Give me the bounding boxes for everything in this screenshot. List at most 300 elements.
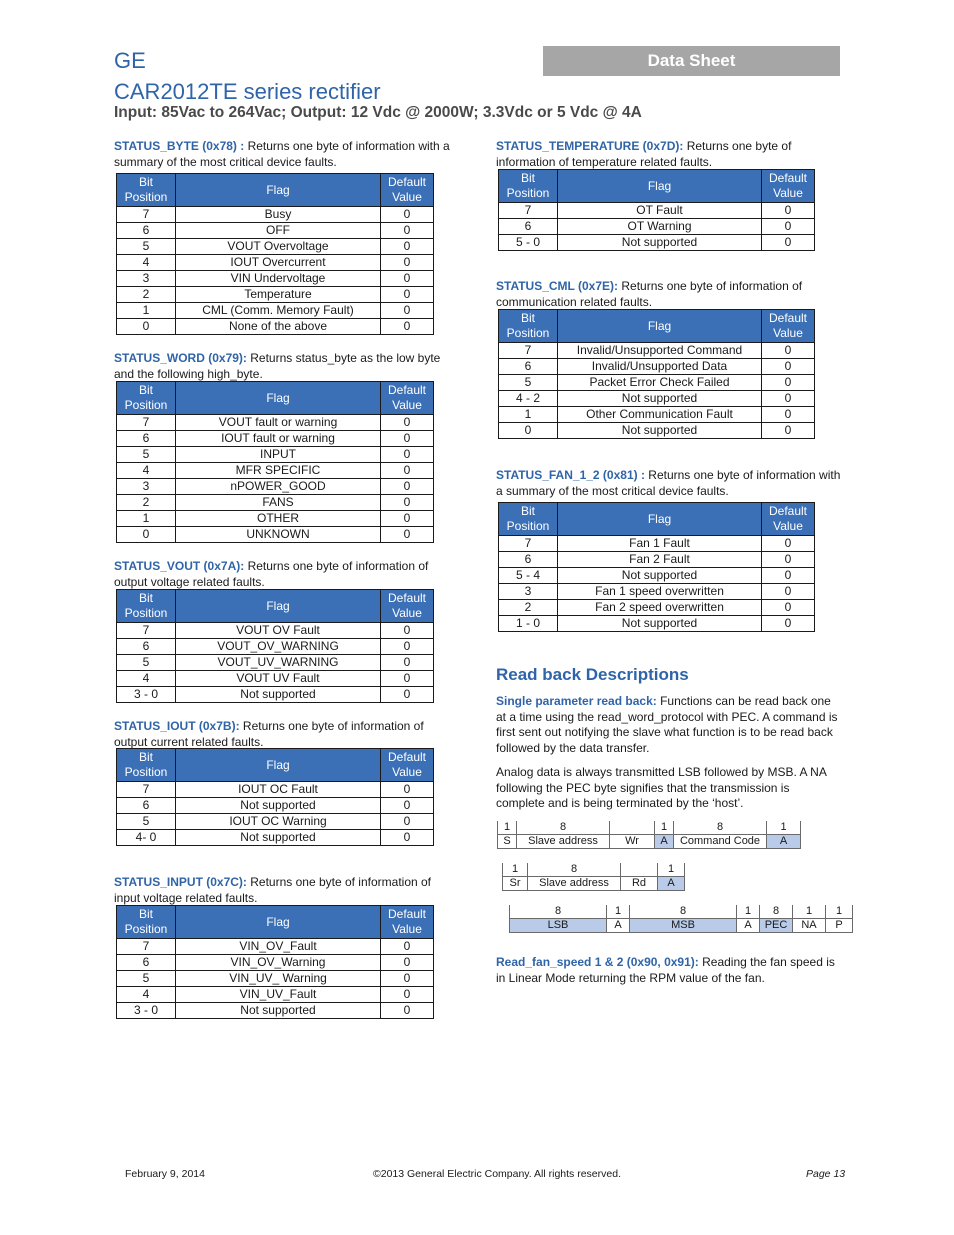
- flag-header: Flag: [176, 906, 381, 939]
- default-value-cell: 0: [762, 203, 815, 219]
- frame-field-cell: A: [767, 835, 801, 849]
- default-value-cell: 0: [762, 600, 815, 616]
- frame-field-cell: Rd: [621, 877, 658, 891]
- flag-cell: VIN Undervoltage: [176, 271, 381, 287]
- table-row: [117, 463, 434, 479]
- status-iout-intro: [114, 718, 459, 750]
- fan-speed-paragraph: [496, 955, 841, 986]
- table-row: [117, 287, 434, 303]
- default-value-cell: 0: [381, 971, 434, 987]
- frame-field-cell: S: [498, 835, 517, 849]
- paragraph-lead: Single parameter read back:: [496, 694, 657, 708]
- status-vout-intro: [114, 558, 459, 590]
- register-description: Returns one byte of information of output current related faults.: [114, 719, 424, 749]
- bit-position-cell: 7: [117, 939, 176, 955]
- default-value-header: Default Value: [381, 382, 434, 415]
- bit-count-cell: 8: [760, 905, 793, 919]
- frame-field-cell: A: [737, 919, 760, 933]
- table-row: [117, 655, 434, 671]
- bit-position-cell: 5: [499, 375, 558, 391]
- register-description: Returns one byte of information of temperature related faults.: [496, 139, 792, 169]
- table-row: [499, 359, 815, 375]
- flag-cell: Not supported: [176, 830, 381, 846]
- frame-field-cell: Command Code: [674, 835, 767, 849]
- bit-count-cell: 1: [737, 905, 760, 919]
- flag-cell: VIN_OV_Fault: [176, 939, 381, 955]
- flag-cell: OFF: [176, 223, 381, 239]
- register-description: Returns one byte of information with a summary of the most critical device faults.: [114, 139, 450, 169]
- flag-cell: Not supported: [558, 391, 762, 407]
- flag-cell: VOUT_UV_WARNING: [176, 655, 381, 671]
- table-row: [117, 798, 434, 814]
- default-value-cell: 0: [381, 782, 434, 798]
- table-row: [117, 431, 434, 447]
- flag-cell: CML (Comm. Memory Fault): [176, 303, 381, 319]
- table-row: [117, 239, 434, 255]
- paragraph-text: Functions can be read back one at a time using the read_word_protocol with PEC. A command is first sent out notifying the slave what function is to be read back followed by the data transfer.: [496, 694, 838, 755]
- default-value-cell: 0: [381, 687, 434, 703]
- table-row: [499, 375, 815, 391]
- default-value-cell: 0: [381, 319, 434, 335]
- default-value-cell: 0: [381, 479, 434, 495]
- default-value-cell: 0: [381, 939, 434, 955]
- register-name: STATUS_WORD (0x79):: [114, 351, 247, 365]
- bit-position-cell: 2: [117, 287, 176, 303]
- analog-data-paragraph: Analog data is always transmitted LSB followed by MSB. A NA following the PEC byte signifies that the transmission is complete and is being terminated by the ‘host’.: [496, 765, 827, 810]
- table-row: [117, 415, 434, 431]
- bit-position-cell: 4: [117, 987, 176, 1003]
- table-row: [117, 479, 434, 495]
- bit-count-cell: 8: [510, 905, 607, 919]
- status-word-intro: [114, 350, 459, 382]
- default-value-cell: 0: [381, 511, 434, 527]
- table-row: [117, 782, 434, 798]
- bit-count-cell: 1: [826, 905, 853, 919]
- read-frame-diagram: [502, 863, 685, 891]
- bit-position-cell: 1: [117, 511, 176, 527]
- default-value-cell: 0: [762, 343, 815, 359]
- bit-position-cell: 4- 0: [117, 830, 176, 846]
- flag-cell: Not supported: [176, 687, 381, 703]
- bit-count-cell: 1: [658, 863, 685, 877]
- flag-cell: INPUT: [176, 447, 381, 463]
- register-description: Returns status_byte as the low byte and the following high_byte.: [114, 351, 441, 381]
- bit-position-cell: 6: [499, 552, 558, 568]
- product-title: CAR2012TE series rectifier: [114, 79, 381, 104]
- table-row: [117, 830, 434, 846]
- frame-field-cell: Wr: [610, 835, 655, 849]
- default-value-cell: 0: [381, 287, 434, 303]
- flag-cell: VOUT UV Fault: [176, 671, 381, 687]
- flag-cell: Fan 1 speed overwritten: [558, 584, 762, 600]
- table-row: [499, 568, 815, 584]
- flag-header: Flag: [176, 382, 381, 415]
- default-value-cell: 0: [762, 407, 815, 423]
- flag-header: Flag: [176, 590, 381, 623]
- table-row: [499, 203, 815, 219]
- table-row: [117, 639, 434, 655]
- flag-cell: IOUT OC Warning: [176, 814, 381, 830]
- flag-header: Flag: [176, 749, 381, 782]
- bit-count-cell: 1: [503, 863, 528, 877]
- flag-cell: VOUT Overvoltage: [176, 239, 381, 255]
- table-row: [499, 423, 815, 439]
- flag-header: Flag: [558, 170, 762, 203]
- default-value-cell: 0: [381, 239, 434, 255]
- bit-position-cell: 5 - 4: [499, 568, 558, 584]
- table-row: [117, 814, 434, 830]
- table-row: [117, 223, 434, 239]
- frame-field-cell: PEC: [760, 919, 793, 933]
- bit-position-cell: 5 - 0: [499, 235, 558, 251]
- flag-cell: Fan 1 Fault: [558, 536, 762, 552]
- bit-count-row: [498, 821, 801, 835]
- status-fan-table: [498, 502, 815, 632]
- brand-logo-text: GE: [114, 48, 146, 73]
- flag-cell: Invalid/Unsupported Data: [558, 359, 762, 375]
- table-row: [117, 511, 434, 527]
- default-value-cell: 0: [381, 1003, 434, 1019]
- status-input-intro: [114, 874, 459, 906]
- flag-cell: Not supported: [558, 423, 762, 439]
- bit-position-cell: 7: [499, 343, 558, 359]
- register-name: STATUS_TEMPERATURE (0x7D):: [496, 139, 684, 153]
- default-value-header: Default Value: [381, 749, 434, 782]
- flag-cell: Not supported: [176, 798, 381, 814]
- status-iout-table: [116, 748, 434, 846]
- bit-position-cell: 2: [117, 495, 176, 511]
- frame-field-cell: A: [607, 919, 630, 933]
- footer-page-number: Page 13: [806, 1168, 846, 1180]
- bit-position-cell: 2: [499, 600, 558, 616]
- flag-cell: IOUT Overcurrent: [176, 255, 381, 271]
- frame-field-cell: NA: [793, 919, 826, 933]
- table-row: [499, 600, 815, 616]
- flag-cell: Busy: [176, 207, 381, 223]
- frame-field-cell: MSB: [630, 919, 737, 933]
- flag-cell: Not supported: [558, 616, 762, 632]
- default-value-cell: 0: [762, 359, 815, 375]
- default-value-cell: 0: [381, 463, 434, 479]
- register-name: STATUS_INPUT (0x7C):: [114, 875, 247, 889]
- table-row: [117, 447, 434, 463]
- table-row: [117, 687, 434, 703]
- bit-position-header: Bit Position: [117, 174, 176, 207]
- register-name: STATUS_CML (0x7E):: [496, 279, 619, 293]
- bit-position-cell: 6: [499, 359, 558, 375]
- default-value-cell: 0: [381, 447, 434, 463]
- bit-position-cell: 0: [117, 527, 176, 543]
- bit-count-cell: 8: [674, 821, 767, 835]
- bit-position-header: Bit Position: [117, 382, 176, 415]
- bit-count-cell: 8: [630, 905, 737, 919]
- default-value-header: Default Value: [762, 170, 815, 203]
- default-value-header: Default Value: [381, 590, 434, 623]
- flag-cell: None of the above: [176, 319, 381, 335]
- flag-cell: VIN_UV_Fault: [176, 987, 381, 1003]
- table-row: [117, 623, 434, 639]
- default-value-cell: 0: [381, 207, 434, 223]
- default-value-cell: 0: [381, 495, 434, 511]
- default-value-cell: 0: [762, 235, 815, 251]
- bit-position-cell: 5: [117, 655, 176, 671]
- flag-cell: VOUT OV Fault: [176, 623, 381, 639]
- status-temperature-table: [498, 169, 815, 251]
- table-row: [117, 207, 434, 223]
- frame-field-cell: A: [658, 877, 685, 891]
- flag-cell: Not supported: [558, 568, 762, 584]
- flag-cell: VOUT fault or warning: [176, 415, 381, 431]
- bit-position-cell: 0: [117, 319, 176, 335]
- table-header-row: [117, 906, 434, 939]
- default-value-header: Default Value: [381, 174, 434, 207]
- flag-cell: OT Fault: [558, 203, 762, 219]
- bit-position-cell: 6: [117, 639, 176, 655]
- bit-count-cell: 1: [655, 821, 674, 835]
- default-value-cell: 0: [381, 223, 434, 239]
- table-row: [499, 407, 815, 423]
- default-value-header: Default Value: [762, 310, 815, 343]
- register-name: STATUS_FAN_1_2 (0x81) :: [496, 468, 645, 482]
- flag-cell: OT Warning: [558, 219, 762, 235]
- table-row: [117, 671, 434, 687]
- bit-position-header: Bit Position: [117, 906, 176, 939]
- default-value-cell: 0: [381, 623, 434, 639]
- default-value-cell: 0: [381, 431, 434, 447]
- default-value-cell: 0: [381, 303, 434, 319]
- flag-cell: Fan 2 speed overwritten: [558, 600, 762, 616]
- default-value-cell: 0: [381, 955, 434, 971]
- bit-count-cell: [610, 821, 655, 835]
- register-description: Returns one byte of information of input voltage related faults.: [114, 875, 432, 905]
- default-value-cell: 0: [762, 375, 815, 391]
- footer-date: February 9, 2014: [125, 1168, 205, 1180]
- table-row: [117, 971, 434, 987]
- flag-cell: FANS: [176, 495, 381, 511]
- default-value-header: Default Value: [381, 906, 434, 939]
- default-value-cell: 0: [381, 271, 434, 287]
- table-row: [499, 219, 815, 235]
- bit-count-cell: [621, 863, 658, 877]
- bit-position-header: Bit Position: [117, 590, 176, 623]
- table-row: [499, 235, 815, 251]
- flag-cell: Fan 2 Fault: [558, 552, 762, 568]
- default-value-cell: 0: [381, 527, 434, 543]
- bit-position-cell: 5: [117, 814, 176, 830]
- read-back-heading: Read back Descriptions: [496, 665, 689, 684]
- bit-position-cell: 6: [117, 798, 176, 814]
- status-vout-table: [116, 589, 434, 703]
- bit-position-cell: 1: [499, 407, 558, 423]
- flag-cell: Not supported: [176, 1003, 381, 1019]
- status-fan-intro: [496, 467, 841, 499]
- bit-position-cell: 4 - 2: [499, 391, 558, 407]
- flag-cell: VOUT_OV_WARNING: [176, 639, 381, 655]
- default-value-cell: 0: [762, 536, 815, 552]
- flag-cell: Not supported: [558, 235, 762, 251]
- table-header-row: [117, 590, 434, 623]
- register-name: STATUS_VOUT (0x7A):: [114, 559, 245, 573]
- default-value-cell: 0: [381, 639, 434, 655]
- status-cml-table: [498, 309, 815, 439]
- register-description: Returns one byte of information with a summary of the most critical device faults.: [496, 468, 841, 498]
- default-value-cell: 0: [762, 219, 815, 235]
- frame-field-cell: A: [655, 835, 674, 849]
- default-value-cell: 0: [381, 987, 434, 1003]
- bit-position-cell: 7: [499, 203, 558, 219]
- product-spec-line: Input: 85Vac to 264Vac; Output: 12 Vdc @ 2000W; 3.3Vdc or 5 Vdc @ 4A: [114, 104, 642, 121]
- frame-field-cell: Slave address: [528, 877, 621, 891]
- table-row: [117, 939, 434, 955]
- register-description: Returns one byte of information of output voltage related faults.: [114, 559, 429, 589]
- table-row: [499, 552, 815, 568]
- table-header-row: [117, 174, 434, 207]
- bit-position-header: Bit Position: [499, 170, 558, 203]
- flag-cell: VIN_OV_Warning: [176, 955, 381, 971]
- flag-cell: Temperature: [176, 287, 381, 303]
- status-word-table: [116, 381, 434, 543]
- field-row: [503, 877, 685, 891]
- table-row: [117, 527, 434, 543]
- table-row: [117, 987, 434, 1003]
- table-row: [117, 255, 434, 271]
- table-header-row: [499, 310, 815, 343]
- bit-position-cell: 3 - 0: [117, 1003, 176, 1019]
- status-input-table: [116, 905, 434, 1019]
- bit-position-cell: 5: [117, 971, 176, 987]
- bit-position-cell: 7: [117, 782, 176, 798]
- status-temperature-intro: [496, 138, 831, 170]
- default-value-cell: 0: [762, 423, 815, 439]
- table-row: [499, 391, 815, 407]
- bit-count-cell: 8: [528, 863, 621, 877]
- table-row: [117, 271, 434, 287]
- default-value-cell: 0: [762, 584, 815, 600]
- bit-position-cell: 7: [117, 415, 176, 431]
- bit-count-cell: 1: [793, 905, 826, 919]
- bit-position-cell: 6: [117, 431, 176, 447]
- bit-count-row: [510, 905, 853, 919]
- flag-header: Flag: [558, 310, 762, 343]
- bit-count-cell: 1: [607, 905, 630, 919]
- field-row: [510, 919, 853, 933]
- table-header-row: [117, 382, 434, 415]
- bit-count-cell: 1: [767, 821, 801, 835]
- bit-position-header: Bit Position: [499, 310, 558, 343]
- bit-position-cell: 3 - 0: [117, 687, 176, 703]
- register-name: STATUS_BYTE (0x78) :: [114, 139, 245, 153]
- register-name: STATUS_IOUT (0x7B):: [114, 719, 240, 733]
- flag-cell: MFR SPECIFIC: [176, 463, 381, 479]
- bit-position-header: Bit Position: [117, 749, 176, 782]
- bit-position-cell: 6: [117, 223, 176, 239]
- table-row: [499, 536, 815, 552]
- bit-count-row: [503, 863, 685, 877]
- table-row: [117, 955, 434, 971]
- flag-cell: UNKNOWN: [176, 527, 381, 543]
- default-value-cell: 0: [762, 568, 815, 584]
- status-byte-intro: [114, 138, 459, 170]
- paragraph-lead: Read_fan_speed 1 & 2 (0x90, 0x91):: [496, 955, 699, 969]
- bit-position-cell: 1 - 0: [499, 616, 558, 632]
- flag-cell: Packet Error Check Failed: [558, 375, 762, 391]
- flag-cell: VIN_UV_ Warning: [176, 971, 381, 987]
- table-header-row: [499, 170, 815, 203]
- table-row: [117, 495, 434, 511]
- bit-position-cell: 7: [117, 207, 176, 223]
- bit-position-cell: 3: [117, 479, 176, 495]
- bit-position-cell: 7: [499, 536, 558, 552]
- default-value-cell: 0: [381, 798, 434, 814]
- default-value-cell: 0: [762, 616, 815, 632]
- bit-position-cell: 3: [499, 584, 558, 600]
- flag-header: Flag: [558, 503, 762, 536]
- frame-field-cell: P: [826, 919, 853, 933]
- table-header-row: [499, 503, 815, 536]
- footer-copyright: ©2013 General Electric Company. All rights reserved.: [373, 1168, 621, 1180]
- table-row: [117, 319, 434, 335]
- write-frame-diagram: [497, 821, 801, 849]
- bit-position-cell: 4: [117, 671, 176, 687]
- bit-position-header: Bit Position: [499, 503, 558, 536]
- data-frame-diagram: [509, 905, 853, 933]
- default-value-header: Default Value: [762, 503, 815, 536]
- flag-cell: nPOWER_GOOD: [176, 479, 381, 495]
- default-value-cell: 0: [381, 830, 434, 846]
- single-parameter-paragraph: [496, 694, 841, 756]
- table-row: [117, 303, 434, 319]
- default-value-cell: 0: [381, 415, 434, 431]
- data-sheet-banner: Data Sheet: [543, 46, 840, 76]
- flag-cell: IOUT OC Fault: [176, 782, 381, 798]
- bit-position-cell: 5: [117, 447, 176, 463]
- bit-position-cell: 4: [117, 255, 176, 271]
- default-value-cell: 0: [381, 671, 434, 687]
- frame-field-cell: Sr: [503, 877, 528, 891]
- table-row: [499, 616, 815, 632]
- bit-position-cell: 1: [117, 303, 176, 319]
- table-row: [117, 1003, 434, 1019]
- table-header-row: [117, 749, 434, 782]
- flag-cell: OTHER: [176, 511, 381, 527]
- default-value-cell: 0: [381, 814, 434, 830]
- status-cml-intro: [496, 278, 831, 310]
- flag-cell: Other Communication Fault: [558, 407, 762, 423]
- bit-position-cell: 6: [499, 219, 558, 235]
- paragraph-text: Reading the fan speed is in Linear Mode returning the RPM value of the fan.: [496, 955, 835, 985]
- default-value-cell: 0: [762, 552, 815, 568]
- default-value-cell: 0: [762, 391, 815, 407]
- status-byte-table: [116, 173, 434, 335]
- bit-count-cell: 1: [498, 821, 517, 835]
- bit-position-cell: 0: [499, 423, 558, 439]
- bit-position-cell: 3: [117, 271, 176, 287]
- table-row: [499, 343, 815, 359]
- default-value-cell: 0: [381, 655, 434, 671]
- field-row: [498, 835, 801, 849]
- flag-cell: Invalid/Unsupported Command: [558, 343, 762, 359]
- flag-header: Flag: [176, 174, 381, 207]
- frame-field-cell: Slave address: [517, 835, 610, 849]
- default-value-cell: 0: [381, 255, 434, 271]
- table-row: [499, 584, 815, 600]
- bit-position-cell: 5: [117, 239, 176, 255]
- flag-cell: IOUT fault or warning: [176, 431, 381, 447]
- frame-field-cell: LSB: [510, 919, 607, 933]
- bit-position-cell: 7: [117, 623, 176, 639]
- bit-position-cell: 4: [117, 463, 176, 479]
- bit-position-cell: 6: [117, 955, 176, 971]
